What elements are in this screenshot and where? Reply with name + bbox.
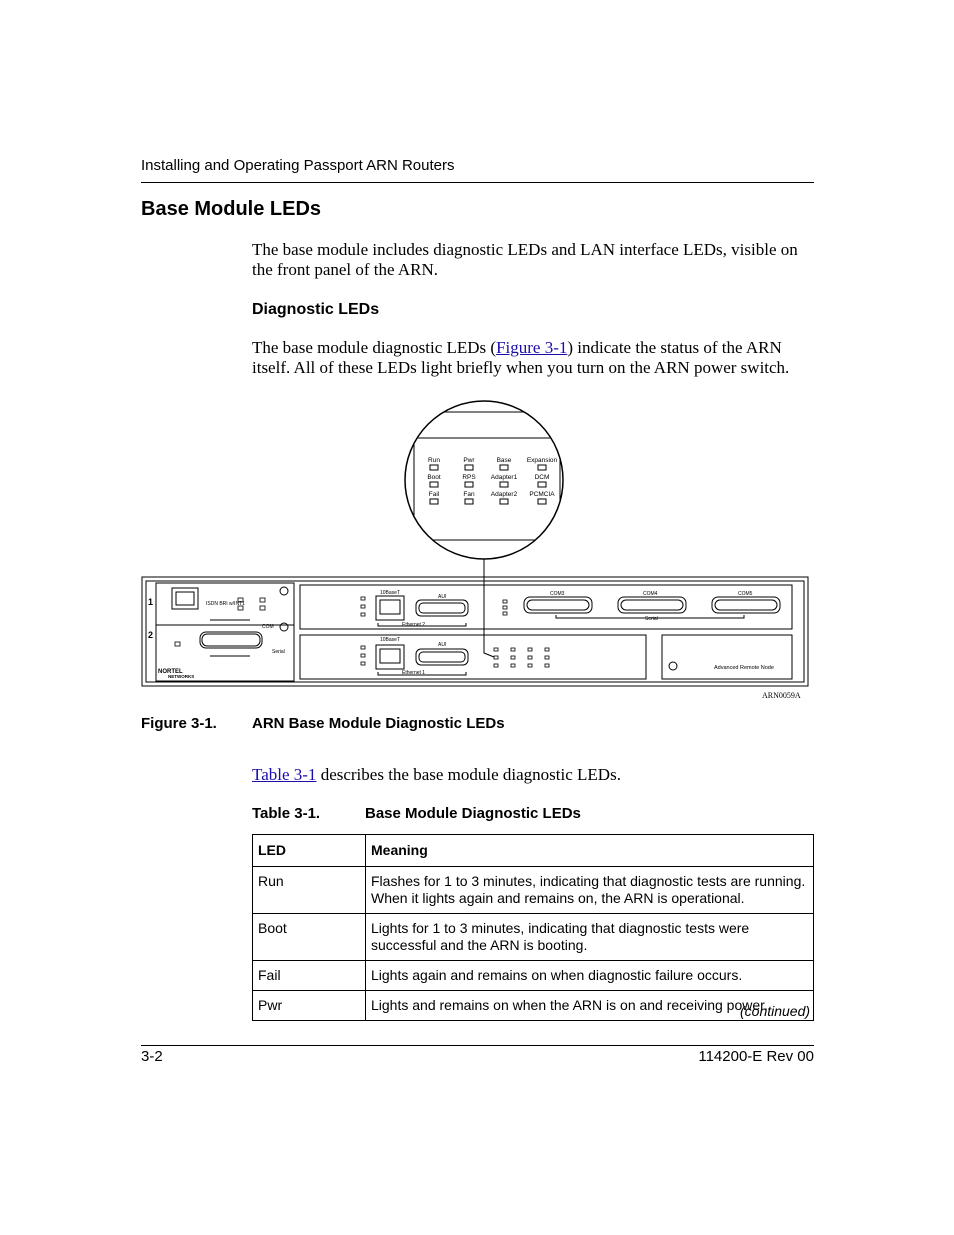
cell-led: Fail — [253, 961, 366, 991]
cell-led: Boot — [253, 914, 366, 961]
led-adapter1 — [500, 482, 508, 487]
ethernet1-label: Ethernet 1 — [402, 670, 426, 676]
ethernet2-module — [300, 585, 792, 629]
serial-label-left: Serial — [272, 649, 285, 655]
section-title: Base Module LEDs — [141, 198, 322, 220]
led-fail — [430, 499, 438, 504]
com4-label: COM4 — [643, 591, 658, 597]
page-number: 3-2 — [141, 1048, 163, 1065]
led-label-fail: Fail — [428, 491, 440, 498]
paragraph-text: describes the base module diagnostic LEDs. — [316, 765, 621, 784]
led-label-adapter1: Adapter1 — [490, 474, 518, 481]
figure-caption-text: ARN Base Module Diagnostic LEDs — [252, 715, 505, 732]
com3-label: COM3 — [550, 591, 565, 597]
com5-label: COM5 — [738, 591, 753, 597]
led-fan — [465, 499, 473, 504]
slot-2-label: 2 — [148, 630, 154, 640]
led-run — [430, 465, 438, 470]
arn-panel — [662, 635, 792, 679]
isdn-label: ISDN BRI w/INT1 — [206, 601, 245, 607]
table-caption-text: Base Module Diagnostic LEDs — [365, 805, 581, 822]
slot-1-label: 1 — [148, 597, 154, 607]
tenbase-bottom: 10BaseT — [380, 637, 401, 643]
table-header-row — [253, 835, 814, 867]
ethernet1-module — [300, 635, 646, 679]
table-row — [253, 961, 814, 991]
led-expansion — [538, 465, 546, 470]
led-pcmcia — [538, 499, 546, 504]
led-table — [252, 834, 814, 1021]
figure-link[interactable]: Figure 3-1 — [496, 338, 568, 357]
led-dcm — [538, 482, 546, 487]
table-reference-paragraph — [252, 765, 817, 785]
led-label-pwr: Pwr — [463, 457, 475, 464]
led-label-expansion: Expansion — [526, 457, 558, 464]
cell-led: Run — [253, 867, 366, 914]
ethernet2-label: Ethernet 2 — [402, 622, 426, 628]
serial-label-right: Serial — [645, 616, 658, 622]
led-label-rps: RPS — [462, 474, 476, 481]
tenbase-top: 10BaseT — [380, 590, 401, 596]
figure-caption-number: Figure 3-1. — [141, 715, 217, 732]
cell-meaning: Lights and remains on when the ARN is on and receiving power. — [366, 991, 814, 1021]
header-meaning: Meaning — [366, 835, 814, 867]
table-row — [253, 914, 814, 961]
led-label-run: Run — [428, 457, 440, 464]
cell-meaning: Lights again and remains on when diagnostic failure occurs. — [366, 961, 814, 991]
logo-networks: NETWORKS — [168, 674, 195, 679]
led-rps — [465, 482, 473, 487]
led-pwr — [465, 465, 473, 470]
table-row — [253, 991, 814, 1021]
intro-paragraph: The base module includes diagnostic LEDs and LAN interface LEDs, visible on the front panel of the ARN. — [252, 240, 798, 279]
com-label: COM — [262, 624, 274, 630]
led-label-base: Base — [496, 457, 512, 464]
header-led: LED — [253, 835, 366, 867]
aui-bottom: AUI — [438, 642, 447, 648]
continued-note: (continued) — [740, 1003, 811, 1019]
paragraph-text: The base module diagnostic LEDs ( — [252, 338, 497, 357]
led-adapter2 — [500, 499, 508, 504]
led-label-boot: Boot — [427, 474, 441, 481]
footer-rule — [141, 1045, 814, 1046]
led-label-dcm: DCM — [534, 474, 550, 481]
led-boot — [430, 482, 438, 487]
aui-top: AUI — [438, 594, 447, 600]
running-header: Installing and Operating Passport ARN Routers — [141, 157, 455, 174]
table-link[interactable]: Table 3-1 — [252, 765, 317, 784]
document-id: 114200-E Rev 00 — [698, 1048, 814, 1065]
table-row — [253, 867, 814, 914]
arn-name-label: Advanced Remote Node — [714, 665, 774, 671]
logo-nortel: NORTEL — [158, 669, 183, 675]
led-label-pcmcia: PCMCIA — [529, 491, 555, 498]
led-base — [500, 465, 508, 470]
cell-meaning: Lights for 1 to 3 minutes, indicating that diagnostic tests were successful and the ARN is booting. — [366, 914, 814, 961]
cell-led: Pwr — [253, 991, 366, 1021]
led-label-fan: Fan — [463, 491, 475, 498]
table-caption-number: Table 3-1. — [252, 805, 321, 822]
callout-line — [484, 559, 494, 657]
paragraph-text: ) indicate the status of the ARN itself. All of these LEDs light briefly when you turn on the ARN power switch. — [252, 338, 790, 377]
figure-id: ARN0059A — [762, 691, 801, 700]
led-label-adapter2: Adapter2 — [490, 491, 518, 498]
subsection-title: Diagnostic LEDs — [252, 301, 380, 318]
cell-meaning: Flashes for 1 to 3 minutes, indicating that diagnostic tests are running. When it lights again and remains on, the ARN is operational. — [366, 867, 814, 914]
